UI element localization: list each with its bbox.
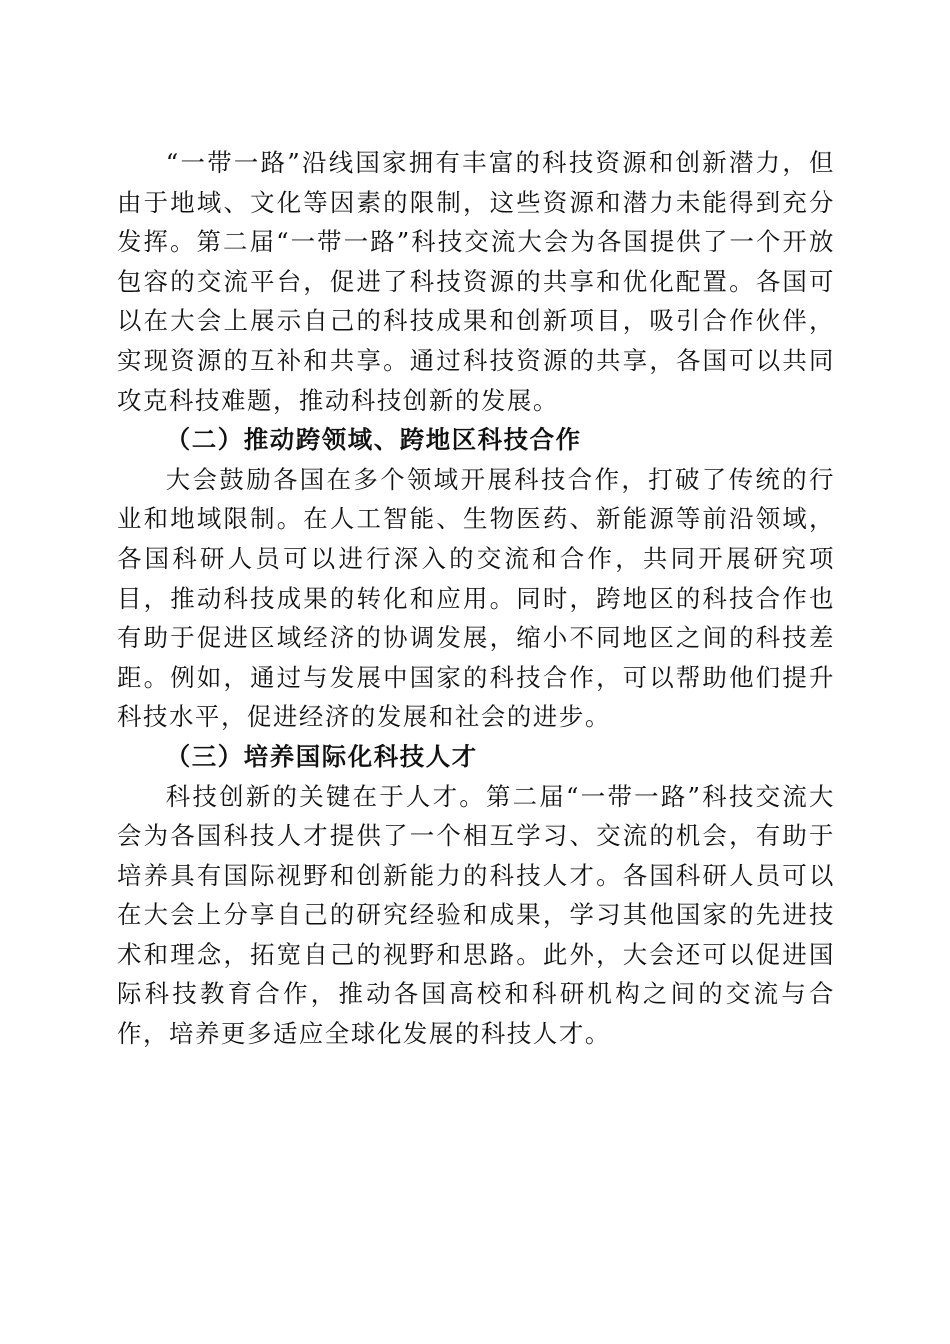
paragraph-talent-cultivation: 科技创新的关键在于人才。第二届“一带一路”科技交流大会为各国科技人才提供了一个相互学习、交流的机会，有助于培养具有国际视野和创新能力的科技人才。各国科研人员可以在大会上分享自己的研究经验和成果，学习其他国家的先进技术和理念，拓宽自己的视野和思路。此外，大会还可以促进国际科技教育合作，推动各国高校和科研机构之间的交流与合作，培养更多适应全球化发展的科技人才。 bbox=[117, 781, 835, 1049]
paragraph-cross-domain-cooperation: 大会鼓励各国在多个领域开展科技合作，打破了传统的行业和地域限制。在人工智能、生物医药、新能源等前沿领域，各国科研人员可以进行深入的交流和合作，共同开展研究项目，推动科技成果的转化和应用。同时，跨地区的科技合作也有助于促进区域经济的协调发展，缩小不同地区之间的科技差距。例如，通过与发展中国家的科技合作，可以帮助他们提升科技水平，促进经济的发展和社会的进步。 bbox=[117, 464, 835, 732]
document-page bbox=[117, 143, 835, 1054]
paragraph-resource-sharing: “一带一路”沿线国家拥有丰富的科技资源和创新潜力，但由于地域、文化等因素的限制，这些资源和潜力未能得到充分发挥。第二届“一带一路”科技交流大会为各国提供了一个开放包容的交流平台，促进了科技资源的共享和优化配置。各国可以在大会上展示自己的科技成果和创新项目，吸引合作伙伴，实现资源的互补和共享。通过科技资源的共享，各国可以共同攻克科技难题，推动科技创新的发展。 bbox=[117, 148, 835, 415]
section-heading-cross-domain-cooperation: （二）推动跨领域、跨地区科技合作 bbox=[165, 425, 582, 455]
section-heading-talent-cultivation: （三）培养国际化科技人才 bbox=[165, 741, 478, 771]
